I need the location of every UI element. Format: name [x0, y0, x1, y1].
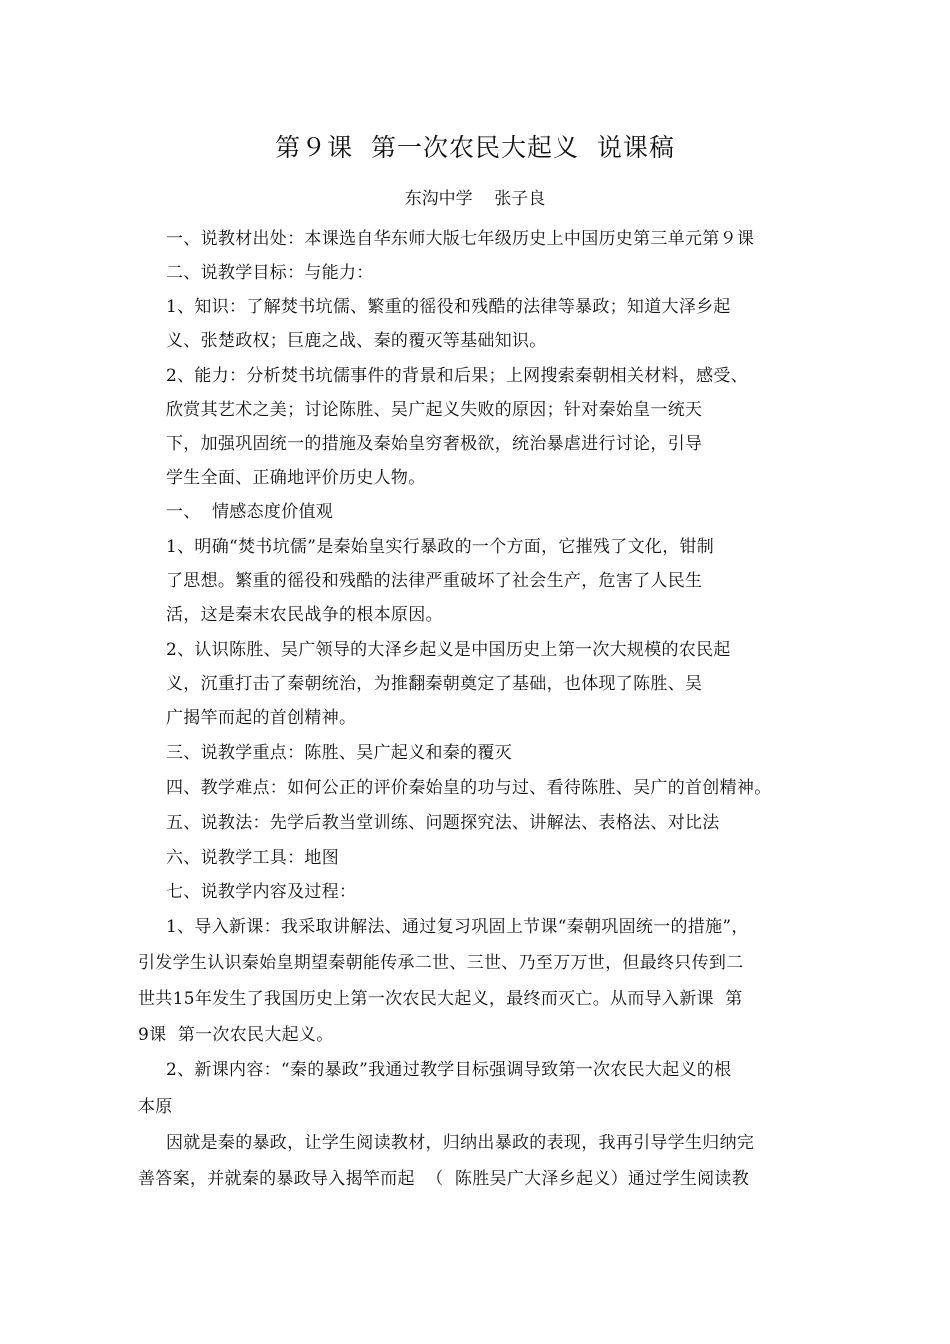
paragraph-line: 三、说教学重点：陈胜、吴广起义和秦的覆灭: [166, 743, 512, 763]
section-heading: 一、 情感态度价值观: [166, 502, 334, 522]
paragraph-line: 欣赏其艺术之美；讨论陈胜、吴广起义失败的原因；针对秦始皇一统天: [166, 400, 703, 420]
paragraph-line: 2、新课内容：“秦的暴政”我通过教学目标强调导致第一次农民大起义的根: [166, 1060, 732, 1080]
document-title: 第９课 第一次农民大起义 说课稿: [275, 133, 675, 162]
paragraph-line: 2、认识陈胜、吴广领导的大泽乡起义是中国历史上第一次大规模的农民起: [166, 640, 731, 660]
paragraph-line: 活，这是秦末农民战争的根本原因。: [166, 605, 443, 625]
paragraph-line: 1、导入新课：我采取讲解法、通过复习巩固上节课“秦朝巩固统一的措施”，: [166, 917, 749, 937]
paragraph-line: 义，沉重打击了秦朝统治，为推翻秦朝奠定了基础，也体现了陈胜、吴: [166, 674, 703, 694]
paragraph-line: 1、知识：了解焚书坑儒、繁重的徭役和残酷的法律等暴政；知道大泽乡起: [166, 297, 731, 317]
paragraph-line: 二、说教学目标：与能力：: [166, 263, 374, 283]
paragraph-line: 下，加强巩固统一的措施及秦始皇穷奢极欲，统治暴虐进行讨论，引导: [166, 434, 703, 454]
paragraph-line: 引发学生认识秦始皇期望秦朝能传承二世、三世、乃至万万世，但最终只传到二: [138, 953, 744, 973]
paragraph-line: 本原: [138, 1097, 173, 1117]
paragraph-line: 了思想。繁重的徭役和残酷的法律严重破坏了社会生产，危害了人民生: [166, 571, 703, 591]
paragraph-line: 2、能力：分析焚书坑儒事件的背景和后果；上网搜索秦朝相关材料，感受、: [166, 366, 749, 386]
paragraph-line: 学生全面、正确地评价历史人物。: [166, 468, 426, 488]
paragraph-line: 世共15年发生了我国历史上第一次农民大起义，最终而灭亡。从而导入新课 第: [138, 989, 743, 1009]
paragraph-line: 义、张楚政权；巨鹿之战、秦的覆灭等基础知识。: [166, 331, 547, 351]
paragraph-line: 广揭竿而起的首创精神。: [166, 708, 357, 728]
paragraph-line: 因就是秦的暴政，让学生阅读教材，归纳出暴政的表现，我再引导学生归纳完: [166, 1133, 755, 1153]
paragraph-line: 1、明确“焚书坑儒”是秦始皇实行暴政的一个方面，它摧残了文化，钳制: [166, 537, 715, 557]
paragraph-line: 七、说教学内容及过程：: [166, 882, 357, 902]
paragraph-line: 善答案，并就秦的暴政导入揭竿而起 （ 陈胜吴广大泽乡起义）通过学生阅读教: [138, 1169, 750, 1189]
paragraph-line: 一、说教材出处：本课选自华东师大版七年级历史上中国历史第三单元第９课: [166, 229, 755, 249]
paragraph-line: 9课 第一次农民大起义。: [138, 1025, 334, 1045]
paragraph-line: 六、说教学工具：地图: [166, 848, 339, 868]
paragraph-line: 四、教学难点：如何公正的评价秦始皇的功与过、看待陈胜、吴广的首创精神。: [166, 778, 772, 798]
paragraph-line: 五、说教法：先学后教当堂训练、问题探究法、讲解法、表格法、对比法: [166, 813, 720, 833]
document-author: 东沟中学 张子良: [404, 189, 546, 209]
